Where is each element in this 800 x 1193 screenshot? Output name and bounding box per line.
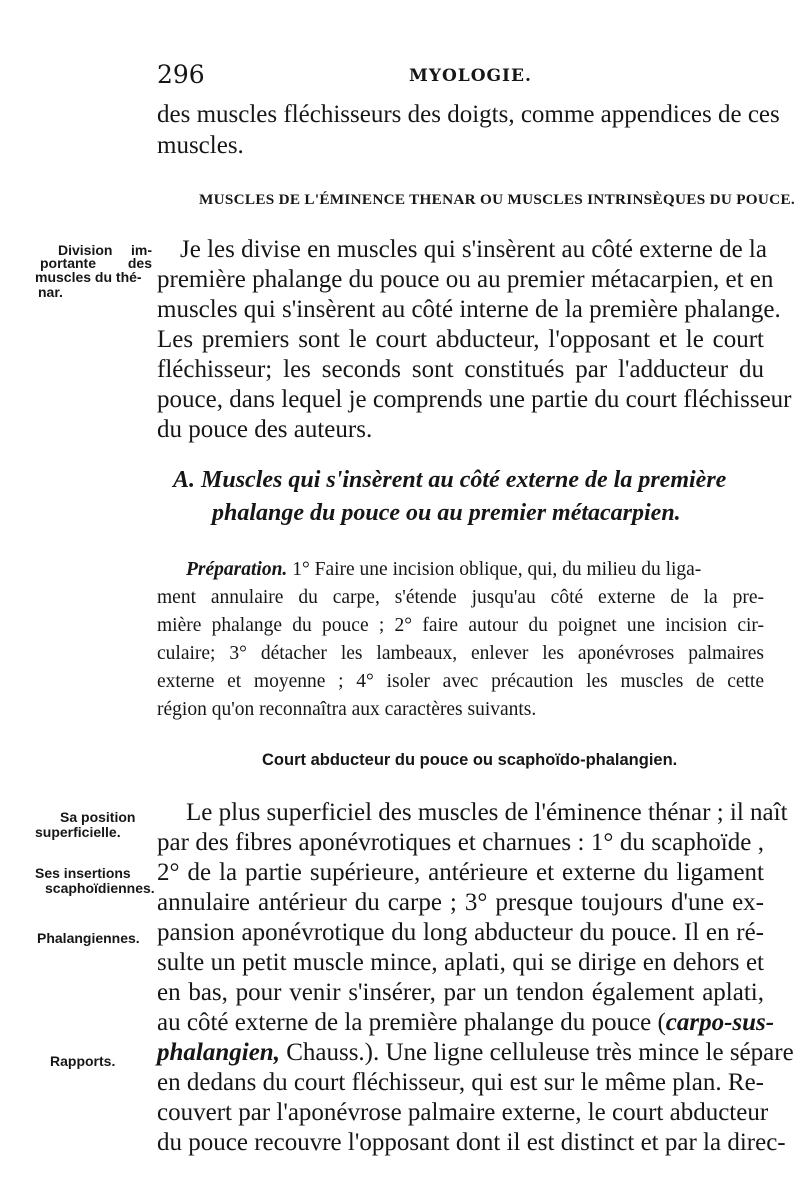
preparation-line: culaire; 3° détacher les lambeaux, enlever les aponévroses palmaires bbox=[157, 643, 764, 664]
body-text-italic: carpo-sus- bbox=[665, 1009, 775, 1036]
preparation-label: Préparation. bbox=[186, 559, 288, 580]
preparation-line: région qu'on reconnaîtra aux caractères suivants. bbox=[157, 699, 537, 720]
body-line: annulaire antérieur du carpe ; 3° presque toujours d'une ex- bbox=[157, 889, 764, 916]
body-line bbox=[157, 1009, 775, 1037]
body-line: Je les divise en muscles qui s'insèrent au côté externe de la bbox=[180, 236, 767, 263]
body-text-italic: phalangien, bbox=[157, 1039, 280, 1066]
preparation-line: mière phalange du pouce ; 2° faire autour du poignet une incision cir- bbox=[157, 615, 764, 636]
preparation-text: 1° Faire une incision oblique, qui, du milieu du liga- bbox=[287, 559, 702, 580]
page-number: 296 bbox=[157, 60, 205, 89]
body-line bbox=[157, 1039, 794, 1067]
body-line: du pouce recouvre l'opposant dont il est distinct et par la direc- bbox=[157, 1129, 786, 1156]
margin-note-division: nar. bbox=[38, 284, 63, 300]
body-line: Le plus superficiel des muscles de l'éminence thénar ; il naît bbox=[186, 799, 788, 826]
margin-note-division: muscles du thé- bbox=[35, 269, 142, 285]
preparation-line: externe et moyenne ; 4° isoler avec précaution les muscles de cette bbox=[157, 671, 764, 692]
margin-note-position: Sa position bbox=[60, 809, 136, 825]
page-header bbox=[157, 60, 767, 94]
section-title: MUSCLES DE L'ÉMINENCE THENAR OU MUSCLES INTRINSÈQUES DU POUCE. bbox=[199, 191, 795, 208]
preparation-line bbox=[186, 559, 764, 581]
body-line: muscles. bbox=[157, 132, 244, 159]
section-heading-a-cont: phalange du pouce ou au premier métacarpien. bbox=[212, 500, 681, 526]
body-text: Chauss.). Une ligne celluleuse très mince le sépare bbox=[279, 1039, 794, 1066]
margin-note-division: Division im- bbox=[58, 242, 152, 258]
body-line: 2° de la partie supérieure, antérieure et externe du ligament bbox=[157, 859, 764, 886]
section-heading-a: A. Muscles qui s'insèrent au côté externe de la première bbox=[173, 467, 727, 493]
body-line: sulte un petit muscle mince, aplati, qui se dirige en dehors et bbox=[157, 949, 764, 976]
body-line: couvert par l'aponévrose palmaire externe, le court abducteur bbox=[157, 1099, 769, 1126]
margin-note-position: superficielle. bbox=[35, 824, 121, 840]
body-line: en dedans du court fléchisseur, qui est sur le même plan. Re- bbox=[157, 1069, 764, 1096]
margin-note-insertions: scaphoïdiennes. bbox=[45, 880, 155, 896]
body-line: du pouce des auteurs. bbox=[157, 416, 373, 443]
margin-note-rapports: Rapports. bbox=[50, 1053, 116, 1069]
body-line: pouce, dans lequel je comprends une partie du court fléchisseur bbox=[157, 386, 792, 413]
body-line: muscles qui s'insèrent au côté interne de la première phalange. bbox=[157, 296, 781, 323]
body-text: au côté externe de la première phalange du pouce ( bbox=[157, 1009, 666, 1036]
subheading: Court abducteur du pouce ou scaphoïdo-phalangien. bbox=[262, 751, 678, 769]
body-line: par des fibres aponévrotiques et charnues : 1° du scaphoïde , bbox=[157, 829, 764, 856]
body-line: première phalange du pouce ou au premier métacarpien, et en bbox=[157, 266, 774, 293]
body-line: Les premiers sont le court abducteur, l'opposant et le court bbox=[157, 326, 764, 353]
margin-note-division: portante des bbox=[40, 255, 152, 271]
body-line: des muscles fléchisseurs des doigts, comme appendices de ces bbox=[157, 101, 780, 128]
margin-note-insertions: Ses insertions bbox=[35, 865, 131, 881]
margin-note-phalangiennes: Phalangiennes. bbox=[37, 930, 140, 946]
running-title: MYOLOGIE. bbox=[409, 66, 532, 86]
body-line: en bas, pour venir s'insérer, par un tendon également aplati, bbox=[157, 979, 764, 1006]
body-line: pansion aponévrotique du long abducteur du pouce. Il en ré- bbox=[157, 919, 764, 946]
preparation-line: ment annulaire du carpe, s'étende jusqu'au côté externe de la pre- bbox=[157, 587, 764, 608]
body-line: fléchisseur; les seconds sont constitués par l'adducteur du bbox=[157, 356, 764, 383]
